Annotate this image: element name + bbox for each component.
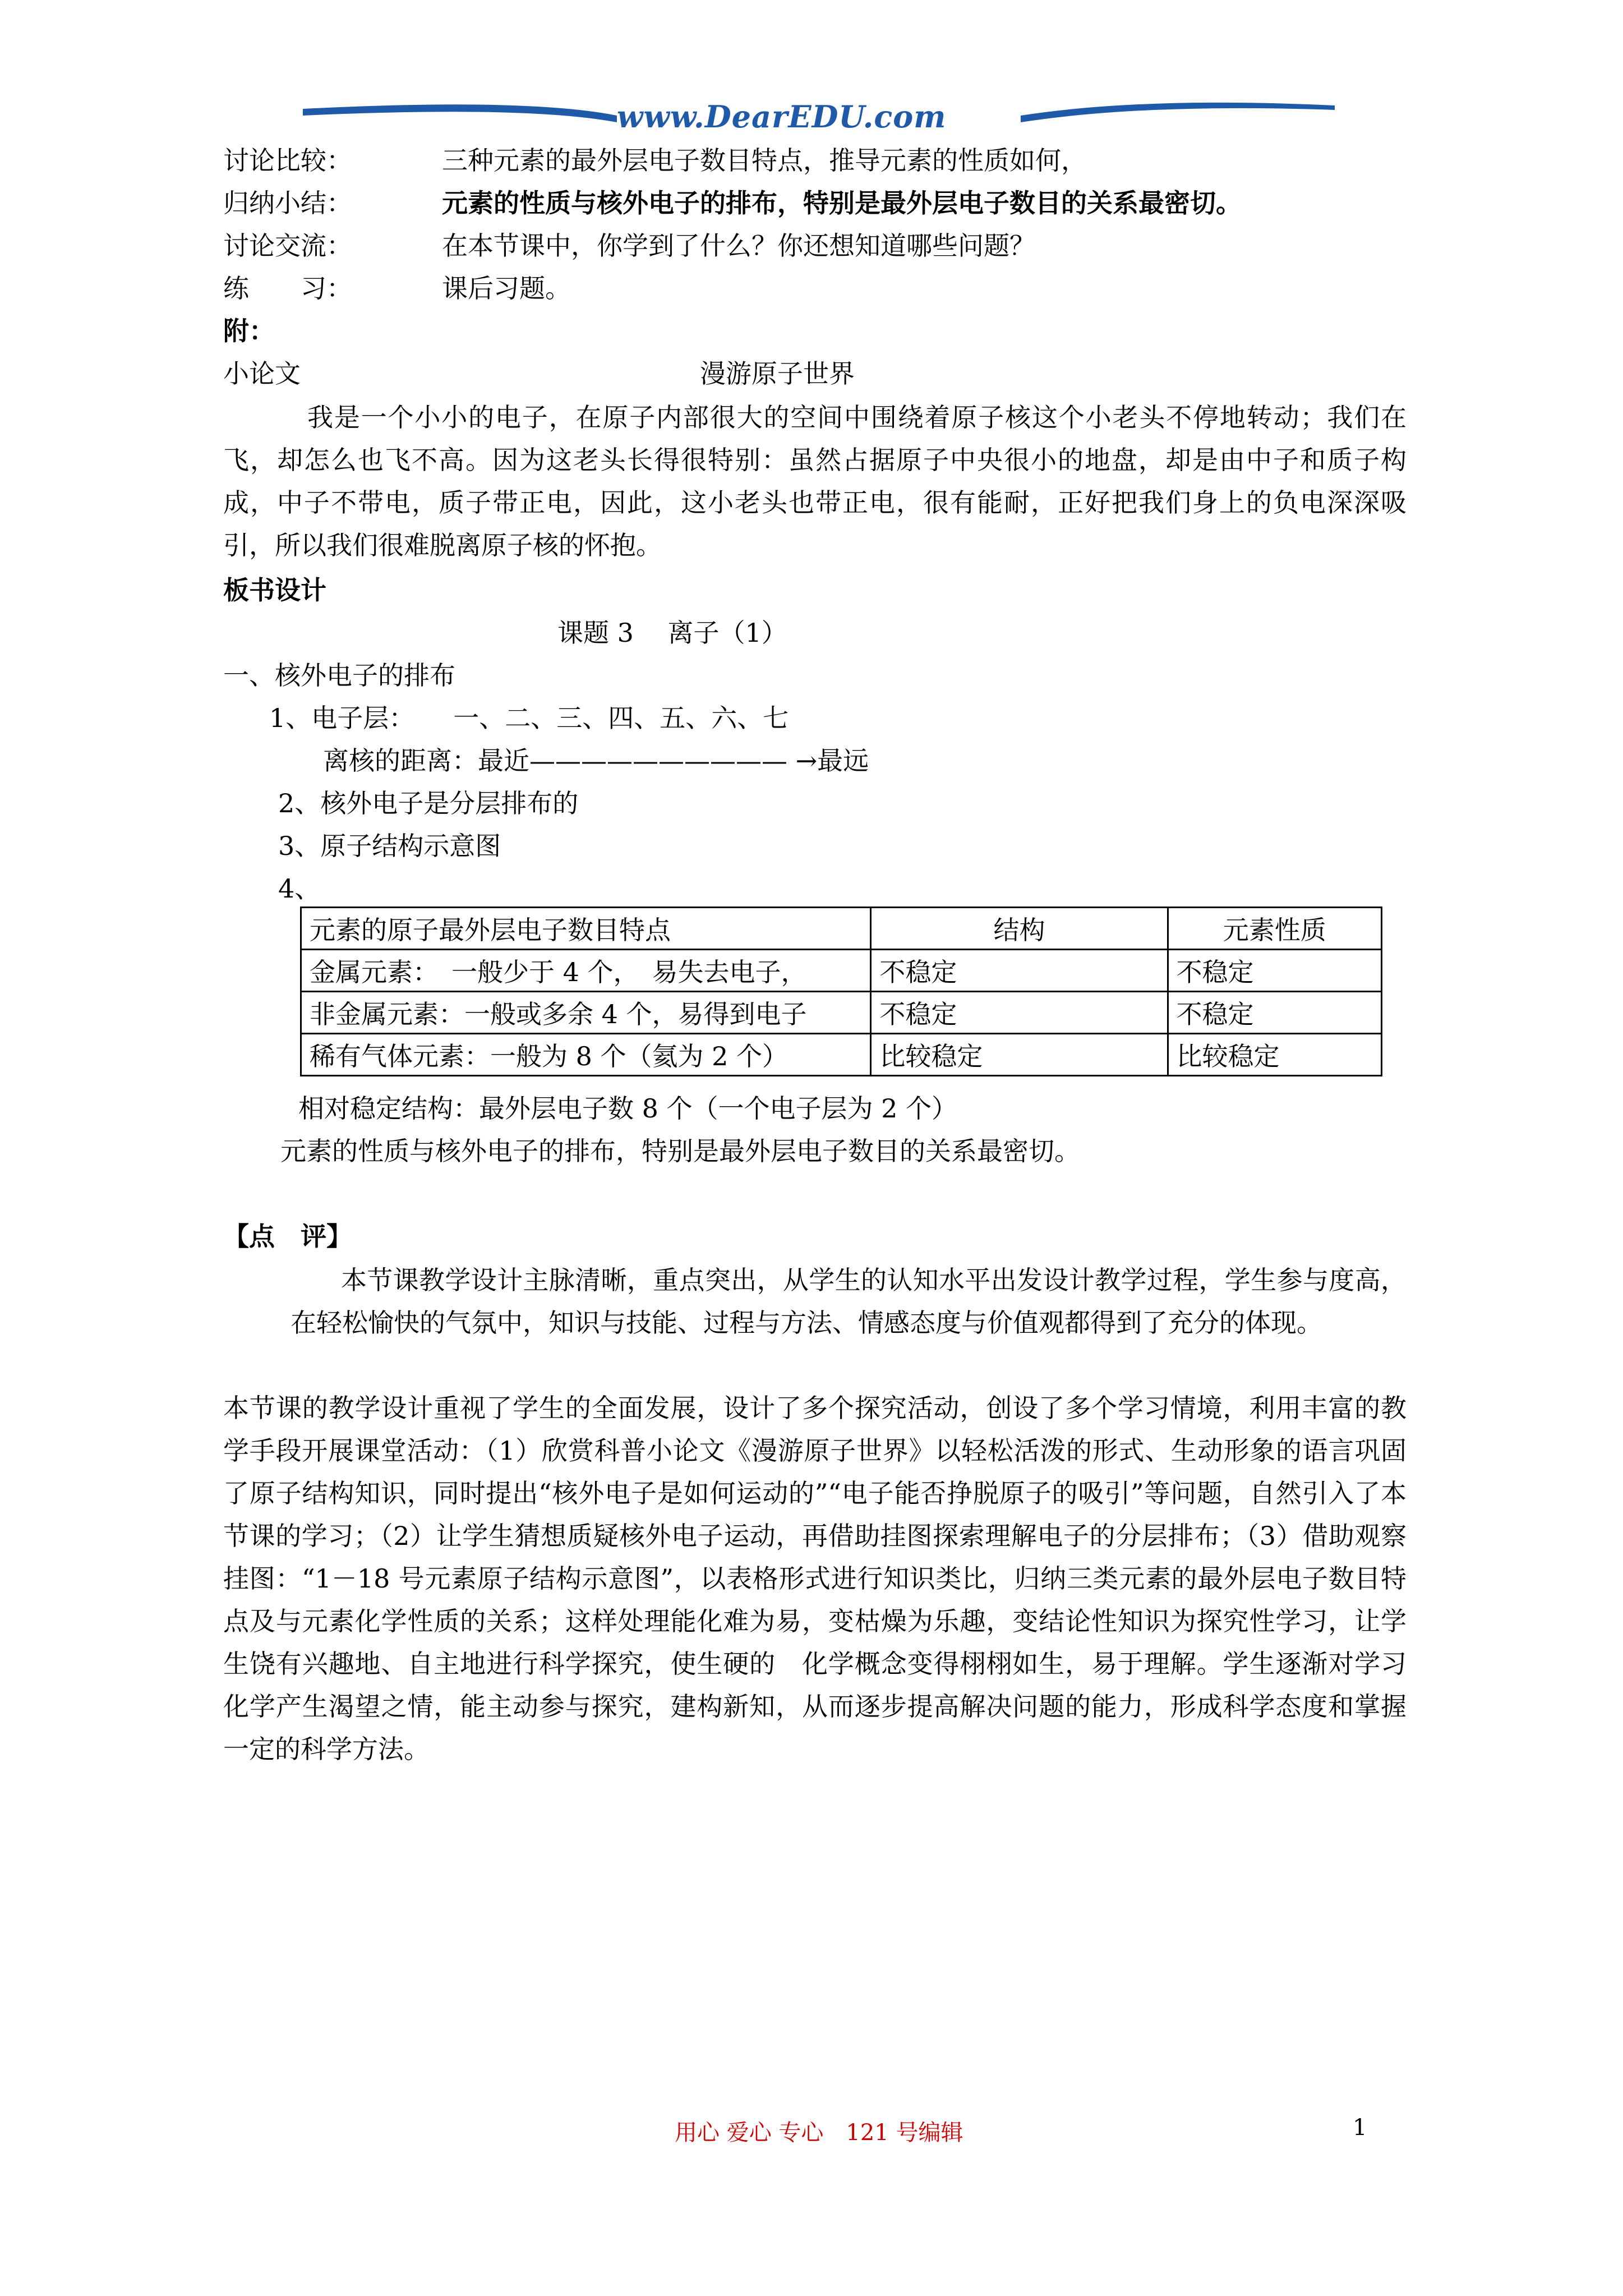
summary-label-2: 归纳小结： xyxy=(223,188,352,218)
summary-label-1: 讨论比较： xyxy=(223,145,352,176)
review-paragraph-1: 本节课教学设计主脉清晰，重点突出，从学生的认知水平出发设计教学过程，学生参与度高，在轻松愉快的气氛中，知识与技能、过程与方法、情感态度与价值观都得到了充分的体现。 xyxy=(291,1265,1407,1338)
review-paragraph-2: 本节课的教学设计重视了学生的全面发展，设计了多个探究活动，创设了多个学习情境，利用丰富的教学手段开展课堂活动：（1）欣赏科普小论文《漫游原子世界》以轻松活泼的形式、生动形象的语言巩固了原子结构知识，同时提出“核外电子是如何运动的”“电子能否挣脱原子的吸引”等问题，自然引入了本节课的学习；（2）让学生猜想质疑核外电子运动，再借助挂图探索理解电子的分层排布；（3）借助观察挂图：“1－18 号元素原子结构示意图”，以表格形式进行知识类比，归纳三类元素的最外层电子数目特点及与元素化学性质的关系；这样处理能化难为易，变枯燥为乐趣，变结论性知识为探究性学习，让学生饶有兴趣地、自主地进行科学探究，使生硬的 化学概念变得栩栩如生，易于理解。学生逐渐对学习化学产生渴望之情，能主动参与探究，建构新知，从而逐步提高解决问题的能力，形成科学态度和掌握一定的科学方法。 xyxy=(223,1393,1407,1764)
essay-body: 我是一个小小的电子，在原子内部很大的空间中围绕着原子核这个小老头不停地转动；我们在飞，却怎么也飞不高。因为这老头长得很特别：虽然占据原子中央很小的地盘，却是由中子和质子构成，中子不带电，质子带正电，因此，这小老头也带正电，很有能耐，正好把我们身上的负电深深吸引，所以我们很难脱离原子核的怀抱。 xyxy=(223,402,1407,560)
summary-text-2: 元素的性质与核外电子的排布，特别是最外层电子数目的关系最密切。 xyxy=(442,188,1242,218)
board-heading: 板书设计 xyxy=(223,575,326,605)
item-3: 3、原子结构示意图 xyxy=(278,831,501,861)
appendix-heading: 附： xyxy=(223,316,275,346)
table-cell: 不稳定 xyxy=(871,950,1168,992)
summary-label-4: 练 习： xyxy=(223,273,352,303)
table-cell: 非金属元素：一般或多余 4 个，易得到电子 xyxy=(301,992,871,1034)
table-cell: 稀有气体元素：一般为 8 个（氦为 2 个） xyxy=(301,1034,871,1076)
essay-title: 漫游原子世界 xyxy=(700,358,855,389)
review-heading: 【点 评】 xyxy=(223,1221,352,1251)
table-row xyxy=(301,992,1382,1034)
table-cell: 不稳定 xyxy=(1168,992,1381,1034)
summary-text-3: 在本节课中，你学到了什么？你还想知道哪些问题？ xyxy=(442,231,1035,261)
table-header-row xyxy=(301,908,1382,950)
table-row xyxy=(301,950,1382,992)
page-number: 1 xyxy=(1353,2115,1367,2141)
item-1-sub: 离核的距离：最近—————————— →最远 xyxy=(323,746,869,776)
summary-text-4: 课后习题。 xyxy=(442,273,571,303)
table-header-cell: 元素的原子最外层电子数目特点 xyxy=(301,908,871,950)
summary-label-3: 讨论交流： xyxy=(223,231,352,261)
item-4: 4、 xyxy=(278,873,321,904)
table-cell: 比较稳定 xyxy=(871,1034,1168,1076)
item-1: 1、电子层： 一、二、三、四、五、六、七 xyxy=(269,703,789,733)
table-cell: 金属元素： 一般少于 4 个， 易失去电子， xyxy=(301,950,871,992)
section-1-heading: 一、核外电子的排布 xyxy=(223,660,455,691)
lesson-title: 课题 3 离子（1） xyxy=(557,618,787,648)
table-row xyxy=(301,1034,1382,1076)
table-cell: 不稳定 xyxy=(871,992,1168,1034)
table-cell: 不稳定 xyxy=(1168,950,1381,992)
footer-credit: 用心 爱心 专心 121 号编辑 xyxy=(675,2120,963,2146)
table-cell: 比较稳定 xyxy=(1168,1034,1381,1076)
site-logo: www.DearEDU.com xyxy=(617,99,947,135)
item-2: 2、核外电子是分层排布的 xyxy=(278,788,579,818)
element-properties-table xyxy=(300,907,1382,1076)
stable-structure-note: 相对稳定结构：最外层电子数 8 个（一个电子层为 2 个） xyxy=(298,1093,958,1124)
table-header-cell: 结构 xyxy=(871,908,1168,950)
summary-text-1: 三种元素的最外层电子数目特点，推导元素的性质如何， xyxy=(442,145,1087,176)
board-conclusion: 元素的性质与核外电子的排布，特别是最外层电子数目的关系最密切。 xyxy=(280,1136,1080,1166)
essay-label: 小论文 xyxy=(223,358,301,389)
table-header-cell: 元素性质 xyxy=(1168,908,1381,950)
